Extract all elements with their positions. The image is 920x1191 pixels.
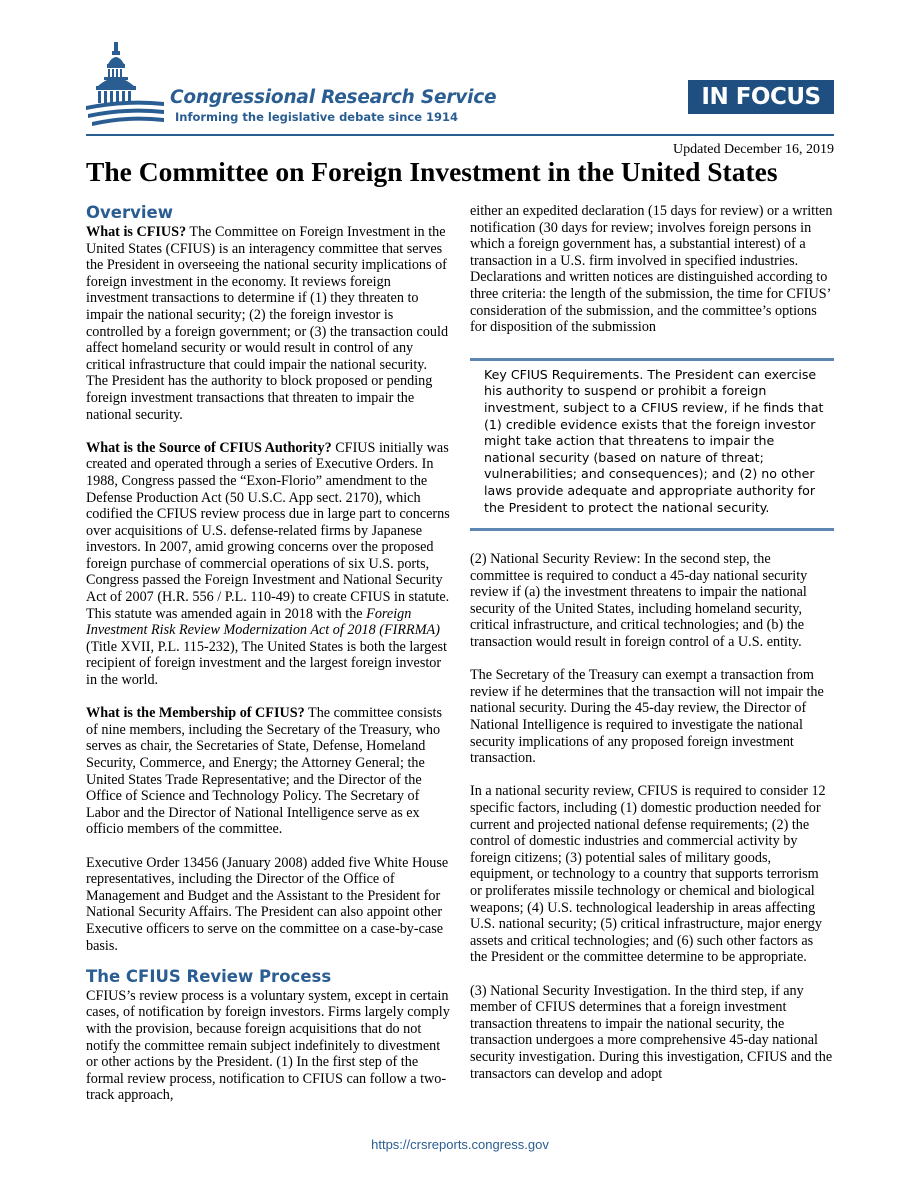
header-rule [86, 134, 834, 136]
paragraph-national-security-investigation: (3) National Security Investigation. In the third step, if any member of CFIUS determines that a foreign investment transaction threatens to impair the national security, the transaction undergoes a more comprehensive 45-day national security investigation. During this investigation, CFIUS and the transactors can develop and adopt [470, 982, 833, 1082]
paragraph-review-continued: either an expedited declaration (15 days for review) or a written notification (30 days for review; involves foreign persons in which a foreign government has, a substantial interest) of a transaction in a U.S. firm involved in specified industries. Declarations and written notices are distinguished according to three criteria: the length of the submission, the time for CFIUS’ consideration of the submission, and the committee’s options for disposition of the submission [470, 203, 833, 336]
paragraph-membership [86, 705, 450, 838]
question-what-is-cfius: What is CFIUS? [86, 224, 187, 240]
paragraph-executive-order: Executive Order 13456 (January 2008) added five White House representatives, including the Director of the Office of Management and Budget and the Assistant to the President for National Security Affairs. The President can also appoint other Executive officers to serve on the committee on a case-by-case basis. [86, 854, 449, 954]
answer-source-part2: (Title XVII, P.L. 115-232), The United States is both the largest recipient of foreign investment and the largest foreign investor in the world. [86, 638, 447, 689]
paragraph-review-factors: In a national security review, CFIUS is required to consider 12 specific factors, including (1) domestic production needed for current and projected national defense requirements; (2) the control of domestic industries and commercial activity by foreign citizens; (3) potential sales of military goods, equipment, or technology to a country that supports terrorism or proliferates missile technology or chemical and biological weapons; (4) U.S. technological leadership in areas affecting U.S. national security; (5) critical infrastructure, major energy assets and critical technologies; and (6) such other factors as the President or the committee determine to be appropriate. [470, 783, 826, 966]
footer-url[interactable]: https://crsreports.congress.gov [371, 1137, 549, 1152]
left-column [86, 203, 450, 1104]
answer-source-part1: CFIUS initially was created and operated through a series of Executive Orders. In 1988, Congress passed the “Exon-Florio” amendment to the Defense Production Act (50 U.S.C. App sect. 2170), which codified the CFIUS review process due in large part to concerns over acquisitions of U.S. defense-related firms by Japanese investors. In 2007, amid growing concerns over the proposed foreign purchase of commercial operations of six U.S. ports, Congress passed the Foreign Investment and National Security Act of 2007 (H.R. 556 / P.L. 110-49) to create CFIUS in statute. This statute was amended again in 2018 with the [86, 439, 450, 622]
overview-heading: Overview [86, 203, 173, 222]
in-focus-badge: IN FOCUS [688, 80, 834, 114]
paragraph-source-of-authority [86, 440, 450, 689]
question-membership: What is the Membership of CFIUS? [86, 705, 305, 722]
paragraph-treasury-exemption: The Secretary of the Treasury can exempt a transaction from review if he determines that the transaction will not impair the national security. During the 45-day review, the Director of National Intelligence is required to investigate the national security implications of any proposed foreign investment transaction. [470, 667, 824, 767]
review-process-heading: The CFIUS Review Process [86, 966, 332, 986]
question-source-of-authority: What is the Source of CFIUS Authority? [86, 439, 332, 456]
answer-what-is-cfius: The Committee on Foreign Investment in the United States (CFIUS) is an interagency committee that serves the President in overseeing the national security implications of foreign investment in the economy. It reviews foreign investment transactions to determine if (1) they threaten to impair the national security; (2) the foreign investor is controlled by a foreign government; or (3) the transaction could affect homeland security or would result in control of any critical infrastructure that could impair the national security. The President has the authority to block proposed or pending foreign investment transactions that threaten to impair the national security. [86, 224, 449, 423]
paragraph-review-process: CFIUS’s review process is a voluntary system, except in certain cases, of notification by foreign investors. Firms largely comply with the provision, because foreign acquisitions that do not notify the committee remain subject indefinitely to divestment or other actions by the President. (1) In the first step of the formal review process, notification to CFIUS can follow a two-track approach, [86, 987, 450, 1104]
updated-date: Updated December 16, 2019 [673, 142, 834, 157]
key-requirements-box: Key CFIUS Requirements. The President can exercise his authority to suspend or prohibit a foreign investment, subject to a CFIUS review, if he finds that (1) credible evidence exists that the foreign investor might take action that threatens to impair the national security (based on nature of threat; vulnerabilities; and consequences); and (2) no other laws provide adequate and appropriate authority for the President to protect the national security. [470, 358, 834, 531]
org-tagline: Informing the legislative debate since 1914 [175, 110, 459, 124]
org-name: Congressional Research Service [170, 87, 497, 108]
right-column [470, 203, 834, 1082]
paragraph-national-security-review: (2) National Security Review: In the second step, the committee is required to conduct a 45-day national security review if (a) the investment threatens to impair the national security of the United States, including homeland security, critical infrastructure, and critical technologies; and (b) the transaction would result in foreign control of a U.S. entity. [470, 551, 808, 651]
answer-membership: The committee consists of nine members, including the Secretary of the Treasury, who serves as chair, the Secretaries of State, Defense, Homeland Security, Commerce, and Energy; the Attorney General; the United States Trade Representative; and the Director of the Office of Science and Technology Policy. The Secretary of Labor and the Director of National Intelligence serve as ex officio members of the committee. [86, 705, 442, 838]
paragraph-what-is-cfius [86, 224, 450, 423]
capitol-dome-logo [86, 40, 168, 132]
page-title: The Committee on Foreign Investment in the United States [86, 156, 778, 187]
firrma-title: Foreign Investment Risk Review Modernization Act of 2018 (FIRRMA) [86, 605, 440, 639]
